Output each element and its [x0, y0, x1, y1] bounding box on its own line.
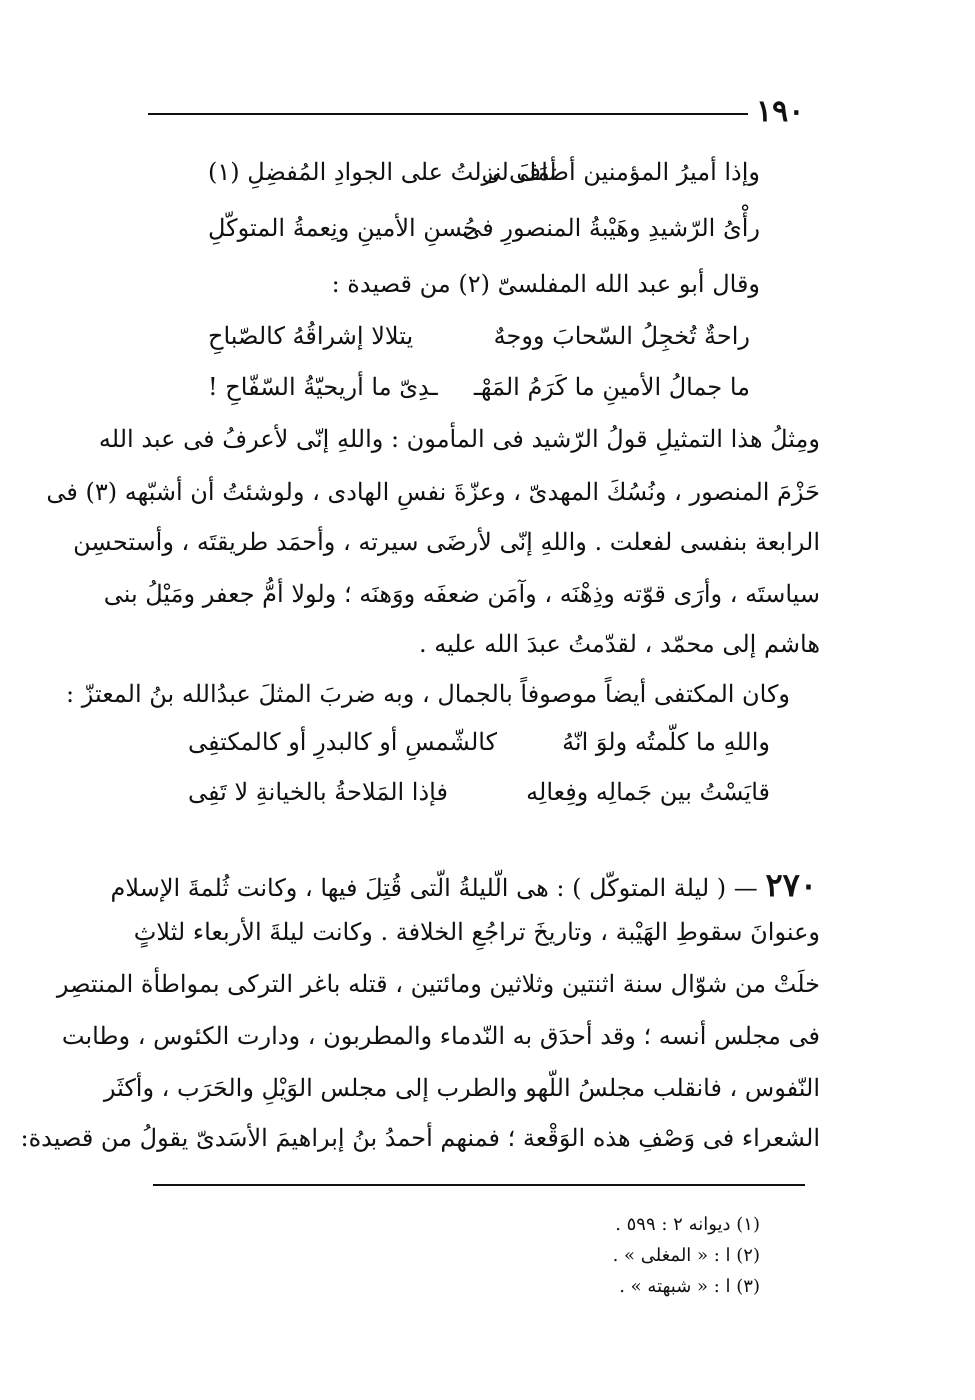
section-line: الشعراء فى وَصْفِ هذه الوَقْعة ؛ فمنهم أحمدُ بنُ إبراهيمَ الأسَدىّ يقولُ من قصيدة: [20, 1124, 820, 1152]
verse-hemistich-right: واللهِ ما كلّمتُه ولوَ انّهُ [562, 728, 770, 756]
verse-line [148, 373, 750, 417]
header-rule [148, 113, 748, 115]
paragraph-line: الرابعة بنفسى لفعلت . واللهِ إنّى لأرضَى سيرته ، وأحمَد طريقتَه ، وأستحسِن [73, 528, 820, 556]
verse-hemistich-left: أمَلى نزلتُ على الجوادِ المُفضِلِ (١) [208, 158, 557, 186]
footnote: (١) ديوانه ٢ : ٥٩٩ . [615, 1214, 760, 1235]
section-line: وعنوانَ سقوطِ الهَيْبة ، وتاريخَ تراجُعِ الخلافة . وكانت ليلةَ الأربعاء لثلاثٍ [133, 918, 820, 946]
verse-hemistich-left: يتلالا إشراقُهُ كالصّباحِ [208, 322, 414, 350]
paragraph-line: حَزْمَ المنصور ، ونُسُكَ المهدىّ ، وعزّةَ نفسِ الهادى ، ولوشئتُ أن أشبّهه (٣) فى [46, 478, 820, 506]
verse-hemistich-right: راحةٌ تُخجِلُ السّحابَ ووجهٌ [493, 322, 750, 350]
footnote: (٢) ا : « المغلى » . [612, 1245, 760, 1266]
paragraph-line: هاشم إلى محمّد ، لقدّمتُ عبدَ الله عليه . [418, 630, 820, 658]
verse-hemistich-right: قايَسْتُ بين جَمالِه وفِعالِه [526, 778, 770, 806]
verse-hemistich-right: رأْىُ الرّشيدِ وهَيْبةُ المنصورِ فى [462, 214, 760, 242]
verse-line [148, 728, 770, 772]
verse-hemistich-left: كالشّمسِ أو كالبدرِ أو كالمكتفِى [188, 728, 498, 756]
section-number: ٢٧٠ [765, 866, 817, 904]
verse-hemistich-left: ـدِىّ ما أريحيّةُ السّفّاحِ ! [208, 373, 438, 401]
page-number: ١٩٠ [756, 94, 805, 129]
verse-line [148, 158, 760, 202]
section-line: النّفوس ، فانقلب مجلسُ اللّهو والطرب إلى مجلس الوَيْلِ والحَرَب ، وأكثَر [103, 1074, 820, 1102]
verse-hemistich-left: حُسنِ الأمينِ ونِعمةُ المتوكّلِ [208, 214, 478, 242]
footnote-rule [153, 1184, 805, 1186]
verse-line [148, 322, 750, 366]
paragraph-line: وكان المكتفى أيضاً موصوفاً بالجمال ، وبه ضربَ المثلَ عبدُالله بنُ المعتزّ : [66, 680, 790, 708]
paragraph-line: ومِثلُ هذا التمثيلِ قولُ الرّشيد فى المأمون : واللهِ إنّى لأعرفُ فى عبد الله [98, 425, 820, 453]
section-line: فى مجلس أنسه ؛ وقد أحدَق به النّدماء والمطربون ، ودارت الكئوس ، وطابت [61, 1022, 820, 1050]
section-heading-line [110, 866, 817, 904]
verse-line [148, 214, 760, 258]
verse-hemistich-right: وإذا أميرُ المؤمنين أضافَ لى [481, 158, 760, 186]
verse-hemistich-right: ما جمالُ الأمينِ ما كَرَمُ المَهْـ [473, 373, 750, 401]
section-text: — ( ليلة المتوكّل ) : هى الّليلةُ الّتى قُتِلَ فيها ، وكانت ثُلمةَ الإسلام [110, 874, 758, 902]
paragraph-line: سياستَه ، وأرَى قوّته وذِهْنَه ، وآمَن ضعفَه ووَهنَه ؛ ولولا أمُّ جعفر ومَيْلُ بنى [103, 580, 820, 608]
verse-line [148, 778, 770, 822]
intro-line: وقال أبو عبد الله المفلسىّ (٢) من قصيدة : [331, 270, 760, 298]
verse-hemistich-left: فإذا المَلاحةُ بالخيانةِ لا تَفِى [188, 778, 448, 806]
section-line: خلَتْ من شوّال سنة اثنتين وثلاثين ومائتين ، قتله باغر التركى بمواطأة المنتصِر [56, 970, 820, 998]
footnote: (٣) ا : « شبهته » . [619, 1276, 760, 1297]
